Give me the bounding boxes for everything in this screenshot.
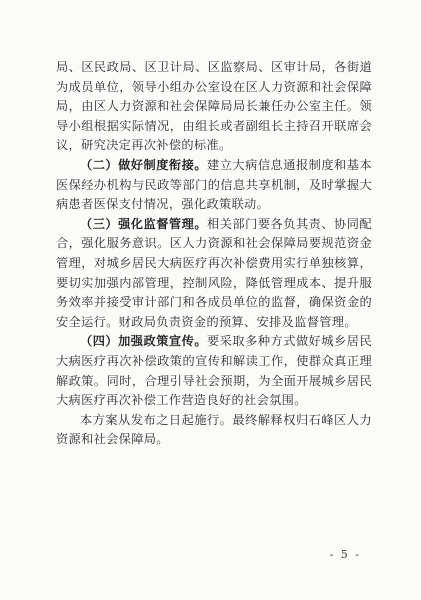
page-number: - 5 -	[329, 548, 361, 561]
paragraph-text: 建立大病信息通报制度和基本医保经办机构与民政等部门的信息共享机制，及时掌握大病患者医保支付情况，强化政策联动。	[56, 157, 372, 212]
document-body	[56, 58, 372, 450]
paragraph-effective-date	[56, 411, 372, 450]
paragraph-text: 要采取多种方式做好城乡居民大病医疗再次补偿政策的宣传和解读工作，使群众真正理解政策。同时，合理引导社会预期，为全面开展城乡居民大病医疗再次补偿工作营造良好的社会氛围。	[56, 334, 372, 408]
paragraph-institution-link	[56, 156, 372, 215]
paragraph-supervision	[56, 215, 372, 333]
paragraph-leading-group	[56, 58, 372, 156]
paragraph-text: 本方案从发布之日起施行。最终解释权归石峰区人力资源和社会保障局。	[56, 412, 372, 447]
section-heading: （四）加强政策宣传。	[80, 334, 208, 349]
section-heading: （三）强化监督管理。	[80, 216, 208, 231]
paragraph-publicity	[56, 332, 372, 410]
section-heading: （二）做好制度衔接。	[80, 157, 208, 172]
paragraph-text: 相关部门要各负其责、协同配合，强化服务意识。区人力资源和社会保障局要规范资金管理，对城乡居民大病医疗再次补偿费用实行单独核算，要切实加强内部管理，控制风险，降低管理成本、提升服务效率并接受审计部门和各成员单位的监督，确保资金的安全运行。财政局负责资金的预算、安排及监督管理。	[56, 216, 372, 329]
paragraph-text: 局、区民政局、区卫计局、区监察局、区审计局，各街道为成员单位，领导小组办公室设在区人力资源和社会保障局，由区人力资源和社会保障局局长兼任办公室主任。领导小组根据实际情况，由组长或者副组长主持召开联席会议，研究决定再次补偿的标准。	[56, 60, 372, 153]
